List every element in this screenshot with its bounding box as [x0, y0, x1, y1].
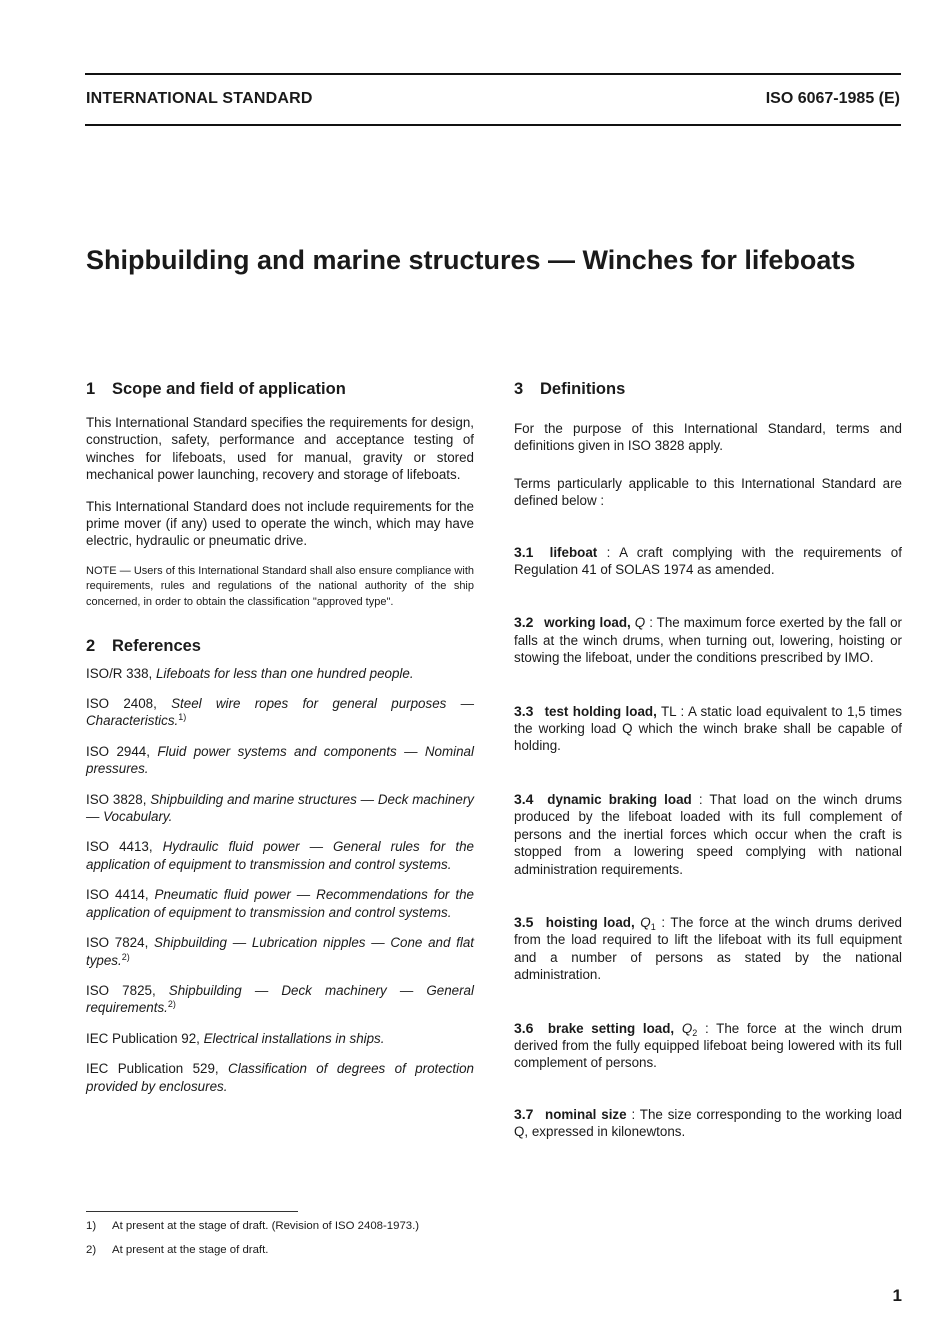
definition-item: [514, 544, 902, 579]
definition-number: 3.1: [514, 543, 534, 560]
definition-term: test holding load,: [544, 703, 657, 719]
symbol-subscript: 2: [692, 1027, 698, 1038]
reference-title: Hydraulic fluid power — General rules for the application of equipment to transmission and control systems.: [86, 839, 474, 872]
reference-item: [86, 695, 474, 730]
reference-item: [86, 982, 474, 1017]
definition-number: 3.7: [514, 1105, 534, 1122]
definition-number: 3.6: [514, 1019, 534, 1036]
definition-term: dynamic braking load: [547, 791, 692, 807]
definitions-intro-2: Terms particularly applicable to this International Standard are defined below :: [514, 475, 902, 509]
references-list: [86, 665, 474, 1095]
section-1-title: Scope and field of application: [112, 380, 346, 398]
definition-item: [514, 1020, 902, 1072]
footnote-reference: 2): [167, 999, 176, 1010]
reference-code: IEC Publication 529,: [86, 1061, 219, 1077]
definition-item: [514, 914, 902, 984]
definition-symbol: Q: [681, 1020, 693, 1036]
section-3-title: Definitions: [540, 380, 626, 398]
reference-code: ISO 3828,: [86, 791, 147, 807]
reference-code: ISO 7825,: [86, 982, 156, 998]
reference-title: Steel wire ropes for general purposes — Characteristics.: [86, 696, 474, 729]
section-1-heading: [86, 378, 474, 400]
reference-code: ISO 2944,: [86, 743, 150, 759]
document-type: INTERNATIONAL STANDARD: [86, 90, 313, 107]
reference-title: Fluid power systems and components — Nominal pressures.: [86, 743, 474, 777]
definition-term: hoisting load,: [545, 914, 635, 930]
footnote-2-mark: 2): [86, 1244, 97, 1256]
section-1-number: 1: [86, 380, 96, 398]
definition-symbol: Q: [640, 914, 651, 930]
reference-item: [86, 665, 474, 682]
left-column: [86, 378, 474, 1095]
footnote-2-text: At present at the stage of draft.: [112, 1244, 269, 1256]
reference-title: Lifeboats for less than one hundred people.: [155, 665, 414, 681]
definition-term: nominal size: [545, 1106, 627, 1122]
reference-item: [86, 1030, 474, 1047]
definition-text: : The size corresponding to the working load Q, expressed in kilonewtons.: [514, 1106, 902, 1140]
reference-code: ISO/R 338,: [86, 665, 153, 681]
page-number: 1: [892, 1286, 902, 1305]
footnote-rule: [86, 1211, 298, 1212]
scope-note: NOTE — Users of this International Standard shall also ensure compliance with requirements, rules and regulations of the national authority of the ship concerned, in order to obtain the classification "approved type".: [86, 564, 474, 609]
footnote-2: [86, 1243, 268, 1257]
reference-title: Electrical installations in ships.: [203, 1030, 385, 1046]
definition-number: 3.3: [514, 702, 534, 719]
section-3-heading: [514, 378, 902, 400]
symbol-subscript: 1: [650, 921, 656, 932]
definitions-intro-1: For the purpose of this International Standard, terms and definitions given in ISO 3828 apply.: [514, 421, 902, 454]
section-2-number: 2: [86, 636, 96, 655]
definition-text: : The maximum force exerted by the fall or falls at the winch drums, when turning out, lowering, hoisting or stowing the lifeboat, under the conditions prescribed by IMO.: [514, 615, 902, 666]
reference-item: [86, 886, 474, 921]
definition-item: [514, 791, 902, 878]
reference-code: ISO 2408,: [86, 696, 157, 712]
footnote-1-mark: 1): [86, 1220, 97, 1232]
footnote-reference: 2): [121, 951, 130, 962]
scope-paragraph-2: This International Standard does not include requirements for the prime mover (if any) used to operate the winch, which may have electric, hydraulic or pneumatic drive.: [86, 498, 474, 549]
definition-term: lifeboat: [549, 544, 598, 560]
reference-title: Shipbuilding — Deck machinery — General requirements.: [86, 982, 474, 1016]
header-top-rule: [85, 73, 901, 75]
definition-number: 3.5: [514, 913, 534, 930]
scope-paragraph-1: This International Standard specifies the requirements for design, construction, safety, performance and acceptance testing of winches for lifeboats, used for manual, gravity or stored mechanical power launching, recovery and storage of lifeboats.: [86, 415, 474, 483]
definition-number: 3.4: [514, 790, 534, 807]
page-title: Shipbuilding and marine structures — Winches for lifeboats: [86, 245, 856, 275]
reference-item: [86, 791, 474, 826]
definition-item: [514, 703, 902, 755]
reference-item: [86, 1060, 474, 1095]
footnote-1: [86, 1219, 419, 1233]
reference-title: Shipbuilding and marine structures — Deck machinery — Vocabulary.: [86, 791, 474, 825]
section-2-heading: [86, 635, 474, 657]
footnote-reference: 1): [178, 712, 187, 723]
definition-text: : A craft complying with the requirements of Regulation 41 of SOLAS 1974 as amended.: [514, 544, 902, 578]
definition-item: [514, 1106, 902, 1141]
reference-title: Pneumatic fluid power — Recommendations for the application of equipment to transmission and control systems.: [86, 887, 474, 920]
definition-text: : A static load equivalent to 1,5 times the working load Q which the winch brake shall be capable of holding.: [514, 703, 902, 754]
definition-symbol: Q: [634, 615, 646, 631]
definition-text: : That load on the winch drums produced by the lifeboat loaded with its full complement of persons and the inertial forces which occur when the craft is stopped from a lowering speed complying with national administration requirements.: [514, 791, 902, 877]
standard-number: ISO 6067-1985 (E): [765, 90, 900, 107]
header-bottom-rule: [85, 124, 901, 126]
reference-item: [86, 934, 474, 969]
reference-item: [86, 838, 474, 873]
definition-number: 3.2: [514, 614, 534, 631]
footnote-1-text: At present at the stage of draft. (Revision of ISO 2408-1973.): [112, 1220, 420, 1232]
reference-code: ISO 7824,: [86, 935, 149, 951]
reference-title: Classification of degrees of protection provided by enclosures.: [86, 1061, 474, 1094]
reference-code: ISO 4413,: [86, 839, 153, 855]
section-3-number: 3: [514, 380, 524, 398]
section-2-title: References: [112, 636, 201, 655]
reference-item: [86, 743, 474, 778]
definition-term: brake setting load,: [547, 1020, 675, 1036]
reference-code: IEC Publication 92,: [86, 1030, 200, 1046]
reference-code: ISO 4414,: [86, 887, 149, 903]
reference-title: Shipbuilding — Lubrication nipples — Cone and flat types.: [86, 935, 474, 968]
right-column: [514, 378, 902, 1141]
definition-item: [514, 614, 902, 666]
definition-term: working load,: [544, 615, 631, 631]
definitions-list: [514, 544, 902, 1141]
definition-text: : The force at the winch drum derived from the fully equipped lifeboat being lowered with its full complement of persons.: [514, 1020, 902, 1071]
definition-symbol: TL: [660, 703, 677, 719]
definition-text: : The force at the winch drums derived from the load required to lift the lifeboat with its full equipment and a number of persons as stated by the national administration.: [514, 914, 902, 983]
